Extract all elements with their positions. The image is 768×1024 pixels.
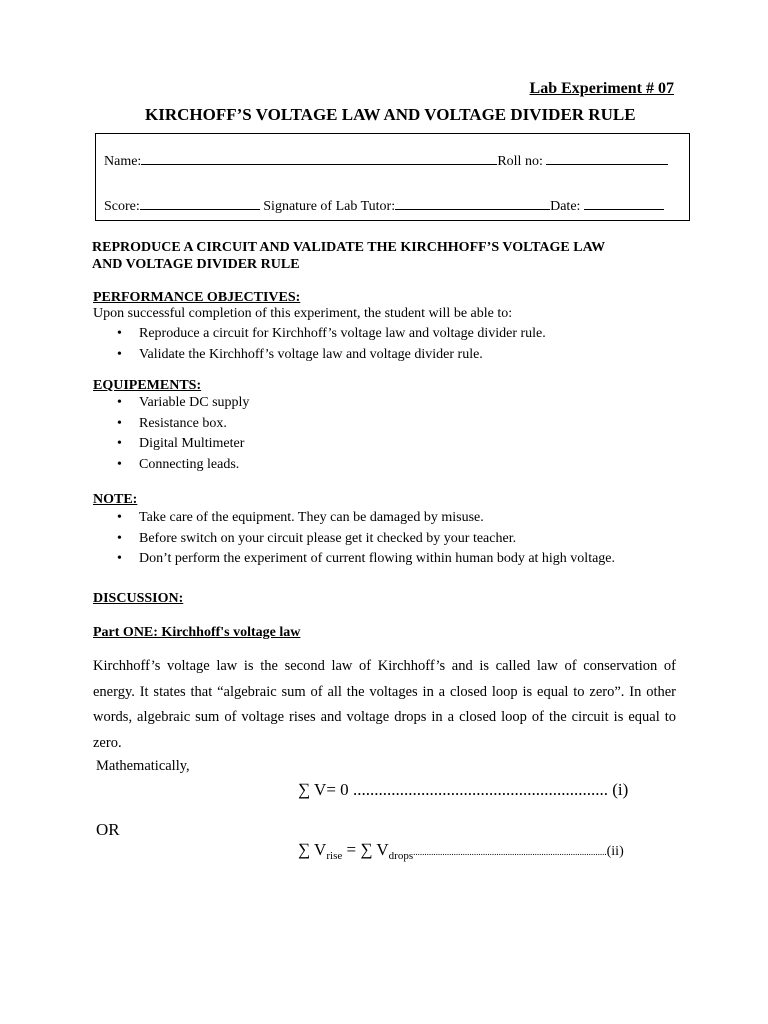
equation-2-rhs: = ∑ V: [346, 840, 389, 859]
list-item: [93, 393, 249, 414]
list-item: [93, 414, 249, 435]
or-label: OR: [96, 820, 120, 839]
list-item-text: Connecting leads.: [139, 456, 240, 472]
bullet-icon: •: [117, 346, 122, 362]
kvl-paragraph: Kirchhoff’s voltage law is the second law of Kirchhoff’s and is called law of conservation of energy. It states that “algebraic sum of all the voltages in a closed loop is equal to zero”. In other words, algebraic sum of voltage rises and voltage drops in a closed loop of the circuit is equal to zero.: [93, 658, 676, 751]
list-item: [93, 324, 546, 345]
equipments-heading: EQUIPEMENTS:: [93, 378, 202, 393]
equation-1: [298, 780, 628, 800]
bullet-icon: •: [117, 456, 122, 472]
list-item-text: Digital Multimeter: [139, 436, 245, 451]
list-item: [93, 508, 615, 529]
list-item: [93, 345, 546, 366]
equation-2-drops-subscript: drops: [388, 850, 414, 862]
list-item-text: Validate the Kirchhoff’s voltage law and voltage divider rule.: [139, 346, 483, 362]
signature-label: Signature of Lab Tutor:: [263, 199, 396, 214]
bullet-icon: •: [117, 436, 122, 451]
performance-intro: Upon successful completion of this experiment, the student will be able to:: [93, 306, 513, 321]
lab-experiment-number: Lab Experiment # 07: [529, 80, 674, 97]
roll-label: Roll no:: [497, 154, 543, 169]
discussion-heading: DISCUSSION:: [93, 591, 184, 606]
equation-1-expression: ∑ V= 0: [298, 780, 349, 799]
list-item: [93, 549, 615, 570]
equation-2: [298, 840, 624, 860]
list-item: [93, 529, 615, 550]
main-heading: [92, 239, 605, 273]
equation-2-rise-subscript: rise: [326, 850, 343, 862]
mathematically-label: Mathematically,: [96, 758, 190, 774]
list-item-text: Before switch on your circuit please get it checked by your teacher.: [139, 530, 517, 546]
equation-2-number: (ii): [606, 844, 624, 859]
performance-heading: PERFORMANCE OBJECTIVES:: [93, 290, 301, 305]
note-heading: NOTE:: [93, 492, 138, 507]
list-item-text: Reproduce a circuit for Kirchhoff’s voltage law and voltage divider rule.: [139, 326, 546, 341]
date-label: Date:: [550, 199, 581, 214]
equation-1-number: (i): [612, 780, 629, 799]
bullet-icon: •: [117, 530, 122, 546]
score-signature-date-row: [104, 196, 664, 215]
list-item-text: Resistance box.: [139, 415, 227, 431]
equation-2-leader: ......................................................................................: [413, 847, 607, 857]
equation-2-lhs: ∑ V: [298, 840, 327, 859]
roll-field[interactable]: [546, 151, 668, 165]
signature-field[interactable]: [395, 196, 550, 210]
list-item-text: Don’t perform the experiment of current flowing within human body at high voltage.: [139, 551, 616, 566]
list-item: [93, 455, 249, 476]
name-field[interactable]: [141, 151, 497, 165]
note-list: [93, 508, 615, 570]
date-field[interactable]: [584, 196, 664, 210]
bullet-icon: •: [117, 415, 122, 431]
performance-list: [93, 324, 546, 365]
equipments-list: [93, 393, 249, 475]
list-item: [93, 434, 249, 455]
bullet-icon: •: [117, 551, 122, 566]
bullet-icon: •: [117, 326, 122, 341]
name-label: Name:: [104, 154, 142, 169]
main-heading-line1: REPRODUCE A CIRCUIT AND VALIDATE THE KIRCHHOFF’S VOLTAGE LAW: [92, 240, 606, 255]
list-item-text: Variable DC supply: [139, 395, 250, 410]
student-info-box: [95, 133, 690, 221]
part-one-heading: Part ONE: Kirchhoff's voltage law: [93, 625, 301, 640]
bullet-icon: •: [117, 395, 122, 410]
main-heading-line2: AND VOLTAGE DIVIDER RULE: [92, 257, 300, 272]
document-title: KIRCHOFF’S VOLTAGE LAW AND VOLTAGE DIVIDER RULE: [145, 105, 636, 124]
name-roll-row: [104, 151, 668, 170]
bullet-icon: •: [117, 510, 122, 525]
list-item-text: Take care of the equipment. They can be damaged by misuse.: [139, 510, 484, 525]
score-field[interactable]: [140, 196, 260, 210]
score-label: Score:: [104, 199, 140, 214]
equation-1-leader: ............................................................: [352, 780, 608, 799]
